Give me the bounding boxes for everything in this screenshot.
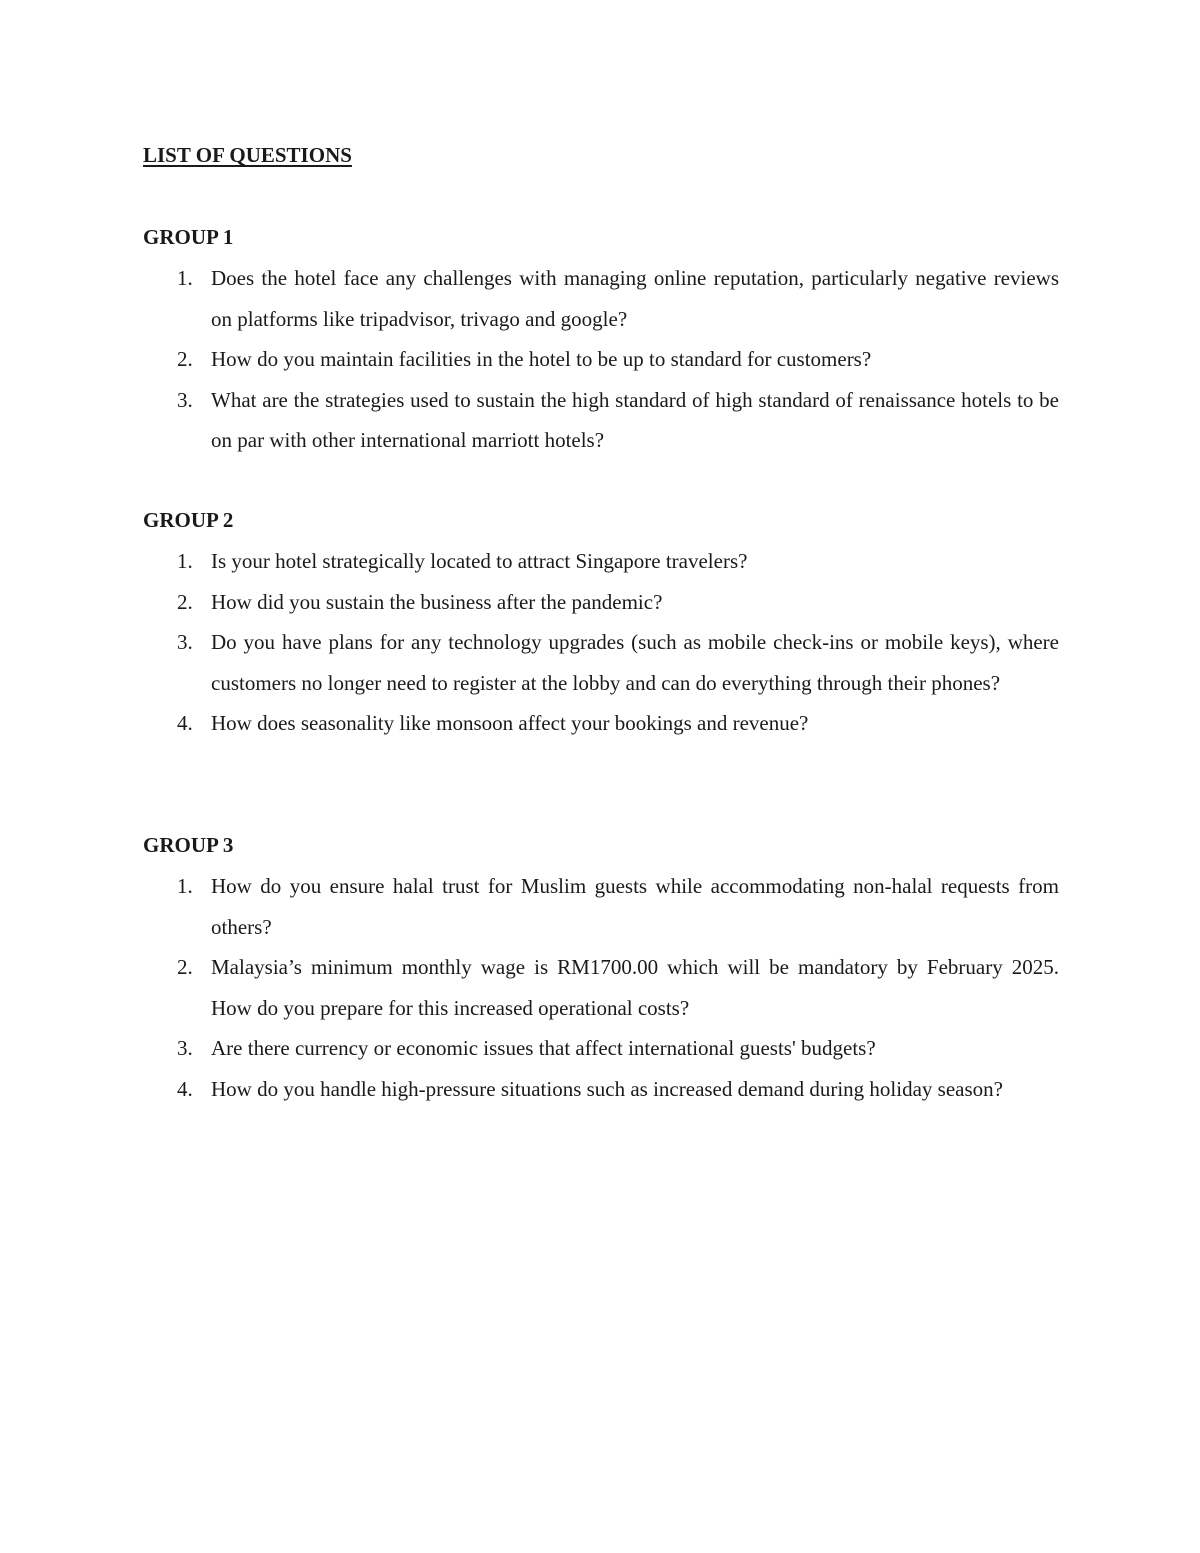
question-number: 3. — [177, 1036, 193, 1060]
question-number: 1. — [177, 874, 193, 898]
question-item — [143, 866, 1059, 947]
question-item — [143, 258, 1059, 339]
group-3-heading: GROUP 3 — [143, 833, 234, 857]
group-2-question-list — [143, 541, 1059, 744]
question-text: How did you sustain the business after the pandemic? — [211, 589, 663, 614]
question-item — [143, 582, 1059, 623]
question-item — [143, 1028, 1059, 1069]
question-item — [143, 947, 1059, 1028]
question-text: How do you ensure halal trust for Muslim guests while accommodating non-halal requests from others? — [211, 874, 1059, 939]
question-text: What are the strategies used to sustain the high standard of high standard of renaissance hotels to be on par with other international marriott hotels? — [211, 387, 1059, 452]
question-item — [143, 339, 1059, 380]
question-text: Does the hotel face any challenges with managing online reputation, particularly negative reviews on platforms like tripadvisor, trivago and google? — [211, 266, 1059, 331]
question-text: How do you handle high-pressure situations such as increased demand during holiday season? — [211, 1076, 1003, 1101]
question-text: How does seasonality like monsoon affect your bookings and revenue? — [211, 711, 809, 735]
question-text: How do you maintain facilities in the hotel to be up to standard for customers? — [211, 347, 872, 371]
group-2-heading: GROUP 2 — [143, 508, 234, 532]
question-number: 2. — [177, 589, 193, 614]
group-1-question-list — [143, 258, 1059, 461]
question-number: 3. — [177, 630, 193, 654]
question-number: 1. — [177, 549, 193, 573]
question-text: Do you have plans for any technology upgrades (such as mobile check-ins or mobile keys), where customers no longer need to register at the lobby and can do everything through their phones? — [211, 630, 1059, 695]
question-item — [143, 541, 1059, 582]
question-item — [143, 622, 1059, 703]
question-text: Malaysia’s minimum monthly wage is RM1700.00 which will be mandatory by February 2025. How do you prepare for this increased operational costs? — [211, 955, 1059, 1020]
question-item — [143, 703, 1059, 744]
question-number: 2. — [177, 955, 193, 979]
group-3-section — [143, 830, 1059, 1109]
question-number: 1. — [177, 266, 193, 290]
question-number: 3. — [177, 387, 193, 412]
question-number: 4. — [177, 1076, 193, 1101]
group-1-heading: GROUP 1 — [143, 225, 234, 249]
question-number: 2. — [177, 347, 193, 371]
question-text: Are there currency or economic issues that affect international guests' budgets? — [211, 1036, 876, 1060]
question-number: 4. — [177, 711, 193, 735]
question-item — [143, 1069, 1059, 1110]
group-3-question-list — [143, 866, 1059, 1109]
group-1-section — [143, 222, 1059, 461]
group-2-section — [143, 505, 1059, 744]
question-item — [143, 380, 1059, 461]
document-title: LIST OF QUESTIONS — [143, 143, 352, 167]
question-text: Is your hotel strategically located to attract Singapore travelers? — [211, 549, 748, 573]
